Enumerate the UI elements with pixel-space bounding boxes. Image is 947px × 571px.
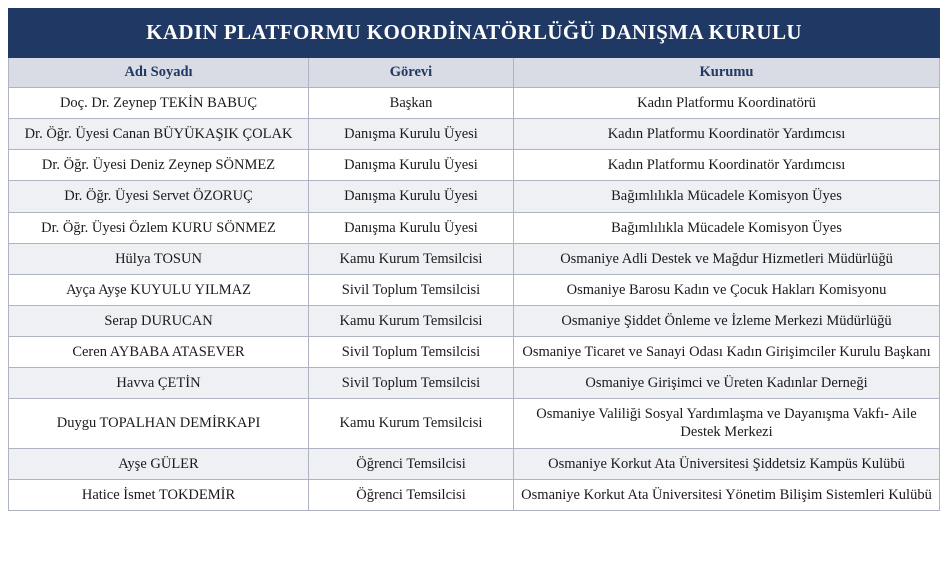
cell-institution: Kadın Platformu Koordinatör Yardımcısı [514,150,940,181]
cell-name: Dr. Öğr. Üyesi Servet ÖZORUÇ [9,181,309,212]
cell-role: Danışma Kurulu Üyesi [309,212,514,243]
table-row [9,368,940,399]
cell-role: Danışma Kurulu Üyesi [309,119,514,150]
table-header-row [9,58,940,88]
cell-role: Öğrenci Temsilcisi [309,479,514,510]
cell-role: Kamu Kurum Temsilcisi [309,243,514,274]
table-title-row [9,9,940,58]
table-row [9,274,940,305]
cell-name: Hatice İsmet TOKDEMİR [9,479,309,510]
table-row [9,305,940,336]
table-row [9,150,940,181]
table-row [9,479,940,510]
cell-role: Danışma Kurulu Üyesi [309,150,514,181]
cell-name: Ayça Ayşe KUYULU YILMAZ [9,274,309,305]
cell-name: Dr. Öğr. Üyesi Özlem KURU SÖNMEZ [9,212,309,243]
cell-institution: Kadın Platformu Koordinatör Yardımcısı [514,119,940,150]
table-row [9,212,940,243]
table-row [9,337,940,368]
cell-institution: Osmaniye Barosu Kadın ve Çocuk Hakları Komisyonu [514,274,940,305]
table-row [9,448,940,479]
cell-name: Havva ÇETİN [9,368,309,399]
cell-name: Duygu TOPALHAN DEMİRKAPI [9,399,309,448]
table-row [9,243,940,274]
cell-role: Sivil Toplum Temsilcisi [309,274,514,305]
cell-role: Danışma Kurulu Üyesi [309,181,514,212]
column-header-institution: Kurumu [514,58,940,88]
page-title: KADIN PLATFORMU KOORDİNATÖRLÜĞÜ DANIŞMA KURULU [9,9,940,58]
cell-name: Dr. Öğr. Üyesi Deniz Zeynep SÖNMEZ [9,150,309,181]
cell-name: Doç. Dr. Zeynep TEKİN BABUÇ [9,88,309,119]
cell-institution: Osmaniye Girişimci ve Üreten Kadınlar Derneği [514,368,940,399]
table-row [9,399,940,448]
cell-name: Serap DURUCAN [9,305,309,336]
cell-role: Öğrenci Temsilcisi [309,448,514,479]
cell-role: Başkan [309,88,514,119]
cell-institution: Bağımlılıkla Mücadele Komisyon Üyes [514,212,940,243]
cell-institution: Kadın Platformu Koordinatörü [514,88,940,119]
cell-name: Hülya TOSUN [9,243,309,274]
table-body [9,9,940,511]
column-header-role: Görevi [309,58,514,88]
cell-institution: Osmaniye Adli Destek ve Mağdur Hizmetleri Müdürlüğü [514,243,940,274]
cell-name: Ayşe GÜLER [9,448,309,479]
cell-institution: Osmaniye Korkut Ata Üniversitesi Yönetim Bilişim Sistemleri Kulübü [514,479,940,510]
cell-role: Sivil Toplum Temsilcisi [309,337,514,368]
cell-institution: Bağımlılıkla Mücadele Komisyon Üyes [514,181,940,212]
cell-name: Ceren AYBABA ATASEVER [9,337,309,368]
table-row [9,181,940,212]
cell-role: Kamu Kurum Temsilcisi [309,305,514,336]
cell-role: Sivil Toplum Temsilcisi [309,368,514,399]
cell-institution: Osmaniye Ticaret ve Sanayi Odası Kadın Girişimciler Kurulu Başkanı [514,337,940,368]
cell-institution: Osmaniye Korkut Ata Üniversitesi Şiddetsiz Kampüs Kulübü [514,448,940,479]
cell-institution: Osmaniye Valiliği Sosyal Yardımlaşma ve Dayanışma Vakfı- Aile Destek Merkezi [514,399,940,448]
cell-name: Dr. Öğr. Üyesi Canan BÜYÜKAŞIK ÇOLAK [9,119,309,150]
advisory-board-table [8,8,940,511]
cell-role: Kamu Kurum Temsilcisi [309,399,514,448]
cell-institution: Osmaniye Şiddet Önleme ve İzleme Merkezi Müdürlüğü [514,305,940,336]
table-row [9,88,940,119]
column-header-name: Adı Soyadı [9,58,309,88]
table-row [9,119,940,150]
